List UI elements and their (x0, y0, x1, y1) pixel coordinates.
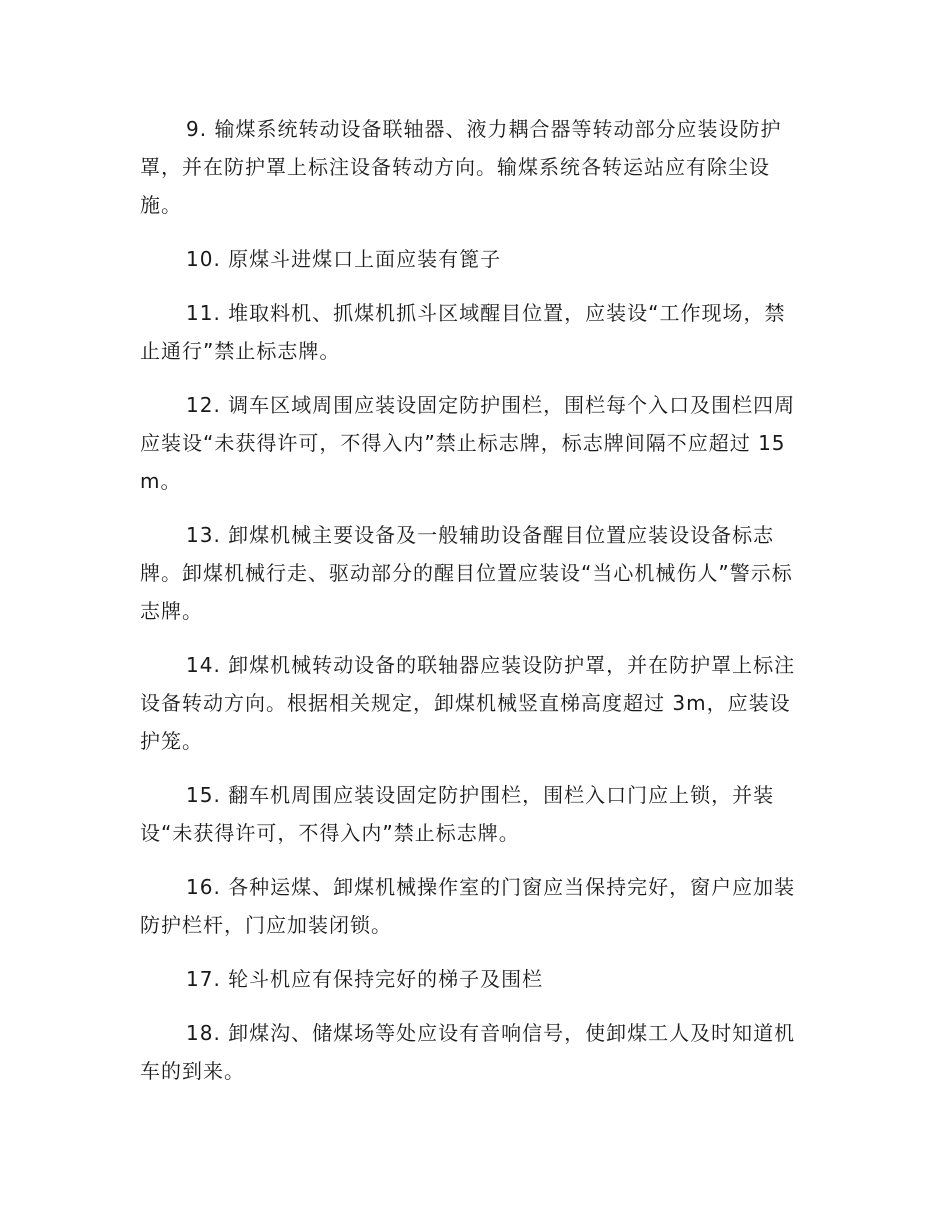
paragraph-item-16: 16. 各种运煤、卸煤机械操作室的门窗应当保持完好，窗户应加装防护栏杆，门应加装闭锁。 (140, 875, 796, 937)
paragraph-item-14: 14. 卸煤机械转动设备的联轴器应装设防护罩，并在防护罩上标注设备转动方向。根据相关规定，卸煤机械竖直梯高度超过 3m，应装设护笼。 (140, 653, 796, 753)
paragraph-item-11: 11. 堆取料机、抓煤机抓斗区域醒目位置，应装设“工作现场，禁止通行”禁止标志牌。 (140, 301, 786, 363)
paragraph-item-9: 9. 输煤系统转动设备联轴器、液力耦合器等转动部分应装设防护罩，并在防护罩上标注设备转动方向。输煤系统各转运站应有除尘设施。 (140, 117, 782, 217)
paragraph-item-10: 10. 原煤斗进煤口上面应装有篦子 (186, 247, 502, 271)
paragraph-item-12: 12. 调车区域周围应装设固定防护围栏，围栏每个入口及围栏四周应装设“未获得许可，不得入内”禁止标志牌，标志牌间隔不应超过 15m。 (140, 393, 796, 493)
paragraph-item-13: 13. 卸煤机械主要设备及一般辅助设备醒目位置应装设设备标志牌。卸煤机械行走、驱动部分的醒目位置应装设“当心机械伤人”警示标志牌。 (140, 523, 793, 623)
document-body (140, 110, 800, 1106)
paragraph-item-18: 18. 卸煤沟、储煤场等处应设有音响信号，使卸煤工人及时知道机车的到来。 (140, 1021, 796, 1083)
paragraph-item-17: 17. 轮斗机应有保持完好的梯子及围栏 (186, 967, 544, 991)
paragraph-item-15: 15. 翻车机周围应装设固定防护围栏，围栏入口门应上锁，并装设“未获得许可，不得入内”禁止标志牌。 (140, 783, 775, 845)
